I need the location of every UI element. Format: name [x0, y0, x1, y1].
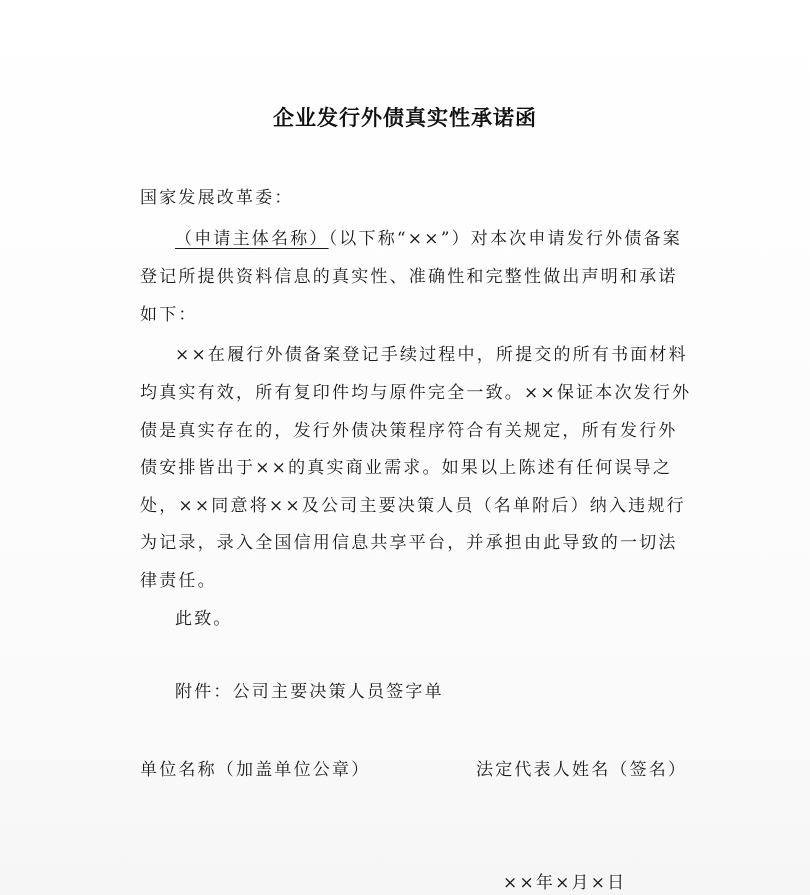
commitment-line-4: 债安排皆出于××的真实商业需求。如果以上陈述有任何误导之	[140, 458, 673, 478]
date-line: ××年×月×日	[503, 873, 627, 893]
commitment-line-3: 债是真实存在的，发行外债决策程序符合有关规定，所有发行外	[140, 421, 678, 441]
legal-representative-signature: 法定代表人姓名（签名）	[476, 760, 688, 780]
intro-line-1	[175, 227, 682, 251]
closing: 此致。	[175, 609, 233, 629]
unit-name-signature: 单位名称（加盖单位公章）	[140, 760, 371, 780]
attachment-note: 附件：公司主要决策人员签字单	[175, 682, 444, 702]
commitment-line-7: 律责任。	[140, 571, 217, 591]
intro-line-2: 登记所提供资料信息的真实性、准确性和完整性做出声明和承诺	[140, 267, 678, 287]
commitment-line-2: 均真实有效，所有复印件均与原件完全一致。××保证本次发行外	[140, 383, 692, 403]
subject-name-placeholder: （申请主体名称）	[175, 229, 329, 249]
commitment-line-5: 处，××同意将××及公司主要决策人员（名单附后）纳入违规行	[140, 496, 686, 516]
addressee: 国家发展改革委：	[140, 188, 294, 208]
commitment-line-1: ××在履行外债备案登记手续过程中，所提交的所有书面材料	[175, 345, 688, 365]
intro-line-1-rest: （以下称“××”）对本次申请发行外债备案	[328, 229, 682, 249]
commitment-line-6: 为记录，录入全国信用信息共享平台，并承担由此导致的一切法	[140, 533, 678, 553]
intro-line-3: 如下：	[140, 305, 198, 325]
document-title: 企业发行外债真实性承诺函	[273, 106, 537, 130]
